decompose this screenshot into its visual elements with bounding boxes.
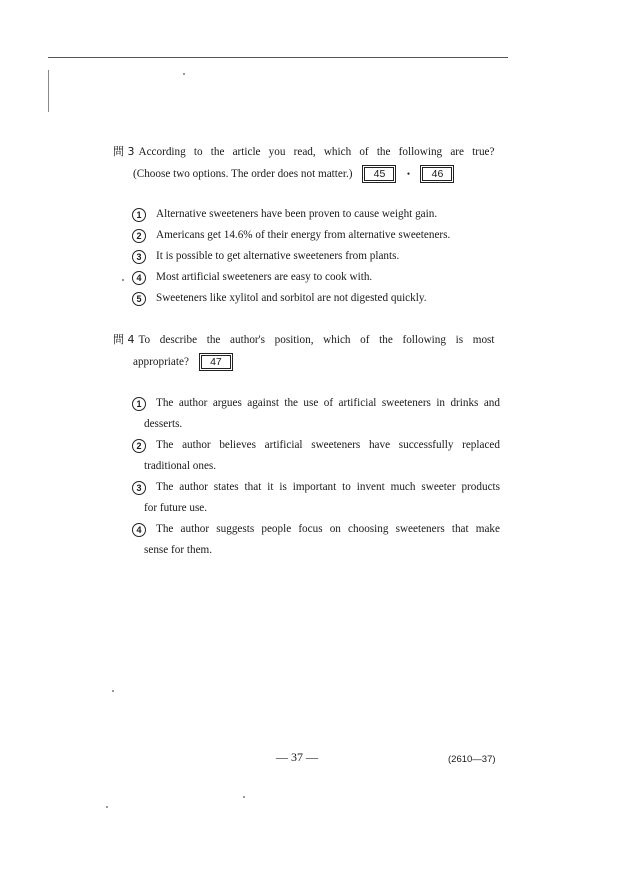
option-text-cont: desserts. (144, 418, 183, 430)
margin-mark (48, 70, 49, 112)
option-marker: 3 (132, 250, 146, 264)
top-rule (48, 57, 508, 58)
option-5[interactable] (132, 288, 502, 309)
scan-speck (122, 279, 124, 281)
answer-box-47[interactable]: 47 (199, 353, 233, 371)
option-text: Americans get 14.6% of their energy from alternative sweeteners. (156, 229, 451, 241)
question-4-line-1 (113, 329, 503, 351)
question-3-instruction: (Choose two options. The order does not matter.) (133, 168, 353, 180)
page-number: — 37 — (276, 750, 318, 764)
option-2[interactable] (132, 435, 500, 477)
option-text: It is possible to get alternative sweeteners from plants. (156, 250, 400, 262)
scan-speck (243, 796, 245, 798)
option-text: Sweeteners like xylitol and sorbitol are not digested quickly. (156, 292, 427, 304)
question-3-prompt: According to the article you read, which of the following are true? (138, 146, 495, 158)
question-4-prompt-cont: appropriate? (133, 356, 189, 368)
question-3-line-1 (113, 141, 503, 163)
option-3[interactable] (132, 477, 500, 519)
option-4[interactable] (132, 267, 502, 288)
option-1[interactable] (132, 393, 500, 435)
question-4-prompt: To describe the author's position, which of the following is most (138, 334, 495, 346)
option-marker: 3 (132, 481, 146, 495)
question-3-options (132, 204, 502, 309)
question-4-line-2 (113, 351, 503, 373)
question-3 (113, 141, 503, 185)
question-4-number: 問 4 (113, 333, 135, 346)
question-4-options (132, 393, 500, 561)
option-text: Alternative sweeteners have been proven to cause weight gain. (156, 208, 438, 220)
option-marker: 2 (132, 439, 146, 453)
option-marker: 4 (132, 271, 146, 285)
option-2[interactable] (132, 225, 502, 246)
option-text: The author states that it is important to invent much sweeter products (156, 481, 500, 493)
option-marker: 1 (132, 208, 146, 222)
option-text-cont: sense for them. (144, 544, 213, 556)
option-text: Most artificial sweeteners are easy to cook with. (156, 271, 373, 283)
option-text: The author argues against the use of artificial sweeteners in drinks and (156, 397, 500, 409)
option-marker: 5 (132, 292, 146, 306)
question-3-line-2 (113, 163, 503, 185)
option-text-cont: traditional ones. (144, 460, 217, 472)
option-1[interactable] (132, 204, 502, 225)
separator-dot: ・ (402, 167, 415, 181)
option-marker: 2 (132, 229, 146, 243)
question-3-number: 問 3 (113, 145, 135, 158)
option-text: The author suggests people focus on choosing sweeteners that make (156, 523, 500, 535)
question-4 (113, 329, 503, 373)
page-code: (2610—37) (448, 754, 496, 765)
answer-box-45[interactable]: 45 (362, 165, 396, 183)
option-text-cont: for future use. (144, 502, 208, 514)
scan-speck (112, 690, 114, 692)
option-3[interactable] (132, 246, 502, 267)
option-4[interactable] (132, 519, 500, 561)
option-marker: 4 (132, 523, 146, 537)
option-text: The author believes artificial sweeteners have successfully replaced (156, 439, 500, 451)
option-marker: 1 (132, 397, 146, 411)
scan-speck (106, 806, 108, 808)
answer-box-46[interactable]: 46 (420, 165, 454, 183)
scan-speck (183, 73, 185, 75)
